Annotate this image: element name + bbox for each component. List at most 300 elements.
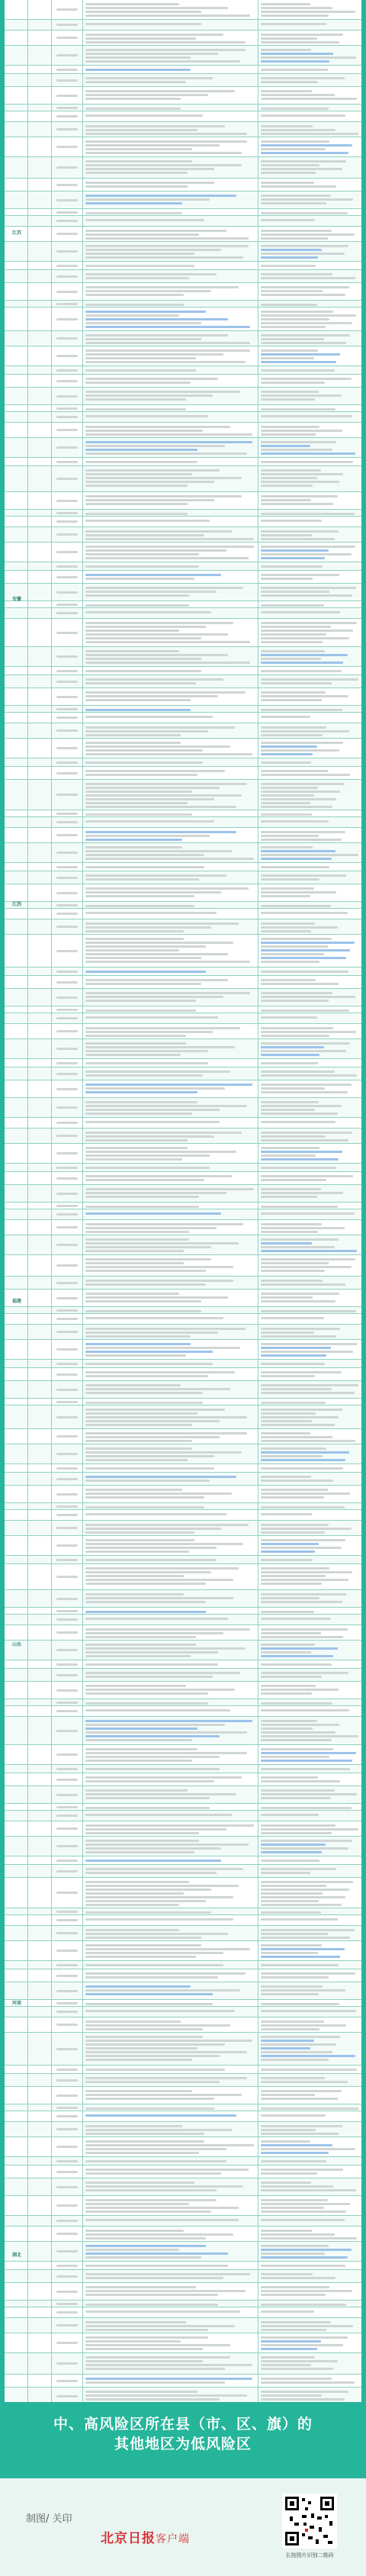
table-cell xyxy=(28,1536,52,1555)
text-line xyxy=(261,168,342,170)
text-line xyxy=(56,1205,78,1207)
table-row xyxy=(5,2074,361,2087)
text-line xyxy=(261,2043,336,2046)
table-cell xyxy=(83,375,258,387)
text-line xyxy=(261,1109,315,1111)
table-cell xyxy=(83,1503,258,1509)
table-cell xyxy=(52,1615,83,1624)
table-cell xyxy=(258,331,361,346)
text-line xyxy=(261,441,336,443)
text-line xyxy=(85,1731,247,1734)
table-cell xyxy=(258,1013,361,1023)
table-row xyxy=(5,2318,361,2333)
text-line xyxy=(85,1074,203,1077)
table-cell xyxy=(258,1699,361,1705)
table-cell xyxy=(83,517,258,526)
text-line xyxy=(261,854,358,856)
text-line xyxy=(85,709,191,711)
table-cell xyxy=(5,1399,28,1405)
text-line xyxy=(56,380,78,382)
text-line xyxy=(85,1760,192,1762)
table-cell xyxy=(52,1660,83,1668)
text-line xyxy=(85,783,247,785)
table-cell xyxy=(52,1144,83,1163)
table-cell xyxy=(5,1129,28,1143)
text-line xyxy=(85,2356,230,2359)
text-line xyxy=(56,128,78,130)
table-cell xyxy=(258,1381,361,1398)
text-line xyxy=(85,1402,203,1404)
text-line xyxy=(56,1244,78,1246)
text-line xyxy=(261,2024,346,2027)
table-cell xyxy=(258,968,361,975)
table-cell xyxy=(83,1745,258,1764)
table-cell xyxy=(28,1006,52,1013)
table-row xyxy=(5,584,361,601)
text-line xyxy=(56,233,78,235)
text-line xyxy=(261,2028,319,2030)
table-cell xyxy=(5,31,28,45)
text-line xyxy=(261,7,332,9)
table-cell xyxy=(5,412,28,422)
table-cell xyxy=(258,2178,361,2195)
table-cell xyxy=(83,1006,258,1013)
text-line xyxy=(85,1964,223,1966)
text-line xyxy=(85,1113,192,1115)
table-cell xyxy=(83,1556,258,1563)
text-line xyxy=(85,2348,203,2350)
table-cell xyxy=(5,346,28,365)
text-line xyxy=(261,1632,321,1634)
text-line xyxy=(85,2051,247,2053)
table-cell xyxy=(83,723,258,738)
table-cell xyxy=(258,308,361,330)
table-cell xyxy=(83,562,258,570)
text-line xyxy=(261,1692,312,1695)
table-cell xyxy=(258,1878,361,1908)
table-cell xyxy=(28,1144,52,1163)
table-cell xyxy=(83,301,258,307)
table-cell xyxy=(83,1564,258,1589)
text-line xyxy=(85,1384,181,1386)
text-line xyxy=(56,24,78,26)
text-line xyxy=(261,734,323,736)
text-line xyxy=(85,1956,196,1958)
text-line xyxy=(85,633,228,636)
text-line xyxy=(85,7,228,9)
text-line xyxy=(85,1179,204,1181)
text-line xyxy=(85,2172,221,2175)
table-cell xyxy=(5,1961,28,1969)
table-cell xyxy=(258,758,361,766)
table-row xyxy=(5,935,361,968)
table-cell xyxy=(52,1699,83,1705)
text-line xyxy=(261,1644,315,1646)
table-cell xyxy=(28,1024,52,1038)
text-line xyxy=(261,1409,342,1411)
table-cell xyxy=(52,46,83,65)
text-line xyxy=(85,219,204,221)
text-line xyxy=(56,950,78,952)
table-row xyxy=(5,1325,361,1340)
text-line xyxy=(261,60,329,63)
text-line xyxy=(261,1776,318,1779)
text-line xyxy=(261,699,322,701)
text-line xyxy=(261,2329,326,2331)
text-line xyxy=(56,1282,78,1284)
table-cell xyxy=(28,1203,52,1209)
text-line xyxy=(85,253,194,255)
text-line xyxy=(261,534,312,536)
text-line xyxy=(261,160,346,163)
text-line xyxy=(261,2148,355,2150)
table-cell xyxy=(28,216,52,226)
text-line xyxy=(85,1583,206,1585)
table-row xyxy=(5,2242,361,2262)
table-cell xyxy=(52,1209,83,1219)
table-cell xyxy=(83,1969,258,1982)
text-line xyxy=(261,481,339,483)
table-cell xyxy=(258,1804,361,1810)
text-line xyxy=(85,926,211,929)
table-cell xyxy=(5,1503,28,1509)
table-cell xyxy=(52,1067,83,1080)
table-cell xyxy=(258,227,361,241)
text-line xyxy=(85,1597,233,1599)
text-line xyxy=(261,277,355,279)
table-cell xyxy=(28,1660,52,1668)
table-cell xyxy=(258,1982,361,1999)
text-line xyxy=(85,1739,192,1741)
text-line xyxy=(85,1689,235,1691)
table-cell xyxy=(83,1615,258,1624)
table-cell xyxy=(28,601,52,607)
text-line xyxy=(56,1779,78,1781)
table-cell xyxy=(52,2178,83,2195)
text-line xyxy=(85,806,236,808)
table-cell xyxy=(28,2388,52,2402)
text-line xyxy=(85,2277,223,2279)
table-cell xyxy=(5,2307,28,2317)
text-line xyxy=(56,1467,78,1470)
text-line xyxy=(85,452,247,455)
text-line xyxy=(261,678,358,681)
text-line xyxy=(261,2182,311,2184)
text-line xyxy=(85,1881,189,1883)
text-line xyxy=(85,2233,233,2236)
text-line xyxy=(85,1050,208,1052)
text-line xyxy=(85,1896,233,1898)
text-line xyxy=(261,2114,326,2117)
text-line xyxy=(85,2252,228,2255)
text-line xyxy=(85,1042,186,1045)
text-line xyxy=(85,60,240,63)
text-line xyxy=(56,2380,78,2382)
text-line xyxy=(85,1388,230,1390)
table-cell xyxy=(83,1536,258,1555)
text-line xyxy=(261,1524,329,1526)
table-cell xyxy=(5,828,28,842)
text-line xyxy=(261,1363,325,1365)
text-line xyxy=(85,1632,223,1634)
table-cell xyxy=(83,543,258,562)
text-line xyxy=(261,905,331,907)
text-line xyxy=(261,1293,339,1295)
text-line xyxy=(85,249,221,251)
table-cell xyxy=(258,1314,361,1324)
text-line xyxy=(85,304,184,306)
table-cell xyxy=(52,675,83,687)
qr-code-icon[interactable] xyxy=(282,2494,337,2549)
text-line xyxy=(56,655,78,658)
table-cell xyxy=(83,713,258,723)
table-cell xyxy=(83,1164,258,1171)
text-line xyxy=(261,682,332,684)
text-line xyxy=(261,473,343,475)
table-cell xyxy=(52,1203,83,1209)
text-line xyxy=(85,1735,220,1737)
table-cell xyxy=(5,601,28,607)
table-cell xyxy=(5,1865,28,1877)
table-cell xyxy=(28,227,52,241)
text-line xyxy=(85,1154,210,1157)
text-line xyxy=(85,742,181,744)
text-line xyxy=(56,834,78,836)
text-line xyxy=(85,69,191,71)
text-line xyxy=(261,787,318,789)
text-line xyxy=(85,1270,206,1272)
text-line xyxy=(85,1296,228,1299)
text-line xyxy=(85,2256,201,2259)
table-cell xyxy=(28,1804,52,1810)
table-cell xyxy=(28,713,52,723)
text-line xyxy=(85,2133,204,2135)
table-cell xyxy=(5,270,28,282)
text-line xyxy=(56,794,78,796)
text-line xyxy=(85,1132,242,1134)
table-cell xyxy=(5,423,28,437)
table-cell xyxy=(83,216,258,226)
table-cell xyxy=(28,1290,52,1306)
text-line xyxy=(56,1167,78,1169)
text-line xyxy=(261,1283,345,1286)
text-line xyxy=(85,891,221,894)
text-line xyxy=(261,2129,316,2131)
province-label: 江西 xyxy=(11,902,21,907)
table-cell xyxy=(5,301,28,307)
text-line xyxy=(85,430,203,432)
text-line xyxy=(85,2028,203,2030)
table-row xyxy=(5,1144,361,1164)
table-cell xyxy=(258,1129,361,1143)
table-cell xyxy=(83,366,258,374)
table-cell xyxy=(83,667,258,675)
table-cell xyxy=(52,767,83,779)
text-line xyxy=(261,1528,352,1530)
table-cell xyxy=(52,1473,83,1485)
table-cell xyxy=(28,1209,52,1219)
table-cell xyxy=(52,909,83,919)
table-cell xyxy=(5,1510,28,1520)
table-cell xyxy=(258,2216,361,2226)
text-line xyxy=(85,1206,199,1208)
table-cell xyxy=(52,828,83,842)
text-line xyxy=(56,696,78,698)
table-cell xyxy=(83,0,258,19)
text-line xyxy=(56,2002,78,2004)
text-line xyxy=(56,2311,78,2314)
text-line xyxy=(85,2160,226,2162)
text-line xyxy=(85,1300,201,1302)
text-line xyxy=(56,1401,78,1403)
table-cell xyxy=(52,1235,83,1254)
text-line xyxy=(261,2249,352,2251)
text-line xyxy=(85,1031,213,1033)
text-line xyxy=(85,2398,220,2401)
text-line xyxy=(85,520,210,522)
text-line xyxy=(261,1868,336,1870)
table-cell xyxy=(258,2375,361,2387)
table-row xyxy=(5,2333,361,2353)
table-cell xyxy=(28,1961,52,1969)
table-cell xyxy=(5,1006,28,1013)
text-line xyxy=(261,726,326,729)
text-line xyxy=(261,1009,349,1012)
table-cell xyxy=(28,2178,52,2195)
table-cell xyxy=(258,366,361,374)
table-cell xyxy=(5,1941,28,1960)
table-cell xyxy=(5,2178,28,2195)
text-line xyxy=(56,1309,78,1312)
text-line xyxy=(56,1493,78,1496)
text-line xyxy=(85,2245,206,2247)
table-cell xyxy=(258,843,361,862)
text-line xyxy=(56,1911,78,1913)
table-cell xyxy=(83,2033,258,2065)
table-cell xyxy=(28,2000,52,2006)
table-row xyxy=(5,863,361,871)
text-line xyxy=(261,1881,353,1883)
table-cell xyxy=(52,1856,83,1864)
table-cell xyxy=(258,1464,361,1472)
text-line xyxy=(56,670,78,672)
table-row xyxy=(5,1381,361,1399)
table-row xyxy=(5,20,361,31)
text-line xyxy=(85,2394,247,2397)
text-line xyxy=(261,382,325,384)
text-line xyxy=(85,1524,249,1526)
table-cell xyxy=(28,584,52,601)
text-line xyxy=(56,1373,78,1376)
text-line xyxy=(85,23,201,25)
table-cell xyxy=(52,2007,83,2017)
text-line xyxy=(85,942,233,944)
text-line xyxy=(85,2081,220,2083)
table-cell xyxy=(83,1024,258,1038)
text-line xyxy=(56,500,78,502)
text-line xyxy=(261,835,319,837)
table-cell xyxy=(28,1277,52,1289)
table-row xyxy=(5,1164,361,1172)
table-cell xyxy=(52,1360,83,1367)
table-cell xyxy=(52,1059,83,1067)
text-line xyxy=(261,1416,339,1418)
table-cell xyxy=(28,909,52,919)
table-row xyxy=(5,976,361,989)
text-line xyxy=(261,108,329,110)
table-cell xyxy=(5,2375,28,2387)
text-line xyxy=(85,1918,233,1921)
text-line xyxy=(85,481,214,483)
table-row xyxy=(5,111,361,122)
table-cell xyxy=(83,2157,258,2165)
text-line xyxy=(261,34,343,36)
table-cell xyxy=(28,46,52,65)
text-line xyxy=(261,56,356,59)
table-cell xyxy=(5,157,28,178)
table-cell xyxy=(5,706,28,712)
table-cell xyxy=(52,1172,83,1184)
table-cell xyxy=(28,1164,52,1171)
text-line xyxy=(85,1976,218,1979)
text-line xyxy=(261,1447,326,1450)
table-cell xyxy=(258,216,361,226)
table-cell xyxy=(52,31,83,45)
text-line xyxy=(85,1212,221,1215)
text-line xyxy=(261,553,352,555)
table-cell xyxy=(5,1059,28,1067)
table-cell xyxy=(52,1486,83,1502)
table-row xyxy=(5,2216,361,2227)
text-line xyxy=(261,650,325,652)
table-cell xyxy=(5,1067,28,1080)
table-cell xyxy=(5,492,28,509)
table-cell xyxy=(258,2066,361,2073)
table-cell xyxy=(52,1164,83,1171)
table-row xyxy=(5,1717,361,1745)
table-row xyxy=(5,723,361,739)
table-cell xyxy=(5,1811,28,1821)
text-line xyxy=(85,1672,240,1674)
text-line xyxy=(261,1663,332,1666)
table-cell xyxy=(83,817,258,827)
table-cell xyxy=(83,2196,258,2215)
text-line xyxy=(261,2077,325,2079)
text-line xyxy=(261,2185,333,2188)
text-line xyxy=(261,1847,348,1850)
text-line xyxy=(85,1242,239,1245)
table-cell xyxy=(28,331,52,346)
table-row xyxy=(5,1067,361,1080)
text-line xyxy=(85,2024,230,2027)
table-cell xyxy=(52,179,83,191)
table-cell xyxy=(52,2227,83,2241)
table-cell xyxy=(258,87,361,104)
table-cell xyxy=(52,2216,83,2226)
table-cell xyxy=(258,1660,361,1668)
table-cell xyxy=(5,1717,28,1744)
table-cell xyxy=(52,1006,83,1013)
table-cell xyxy=(28,1340,52,1359)
text-line xyxy=(85,1489,182,1491)
text-line xyxy=(56,591,78,594)
table-cell xyxy=(28,1360,52,1367)
text-line xyxy=(261,1937,350,1939)
table-cell xyxy=(258,902,361,908)
text-line xyxy=(85,2077,247,2079)
table-row xyxy=(5,1368,361,1381)
text-line xyxy=(261,1440,355,1442)
